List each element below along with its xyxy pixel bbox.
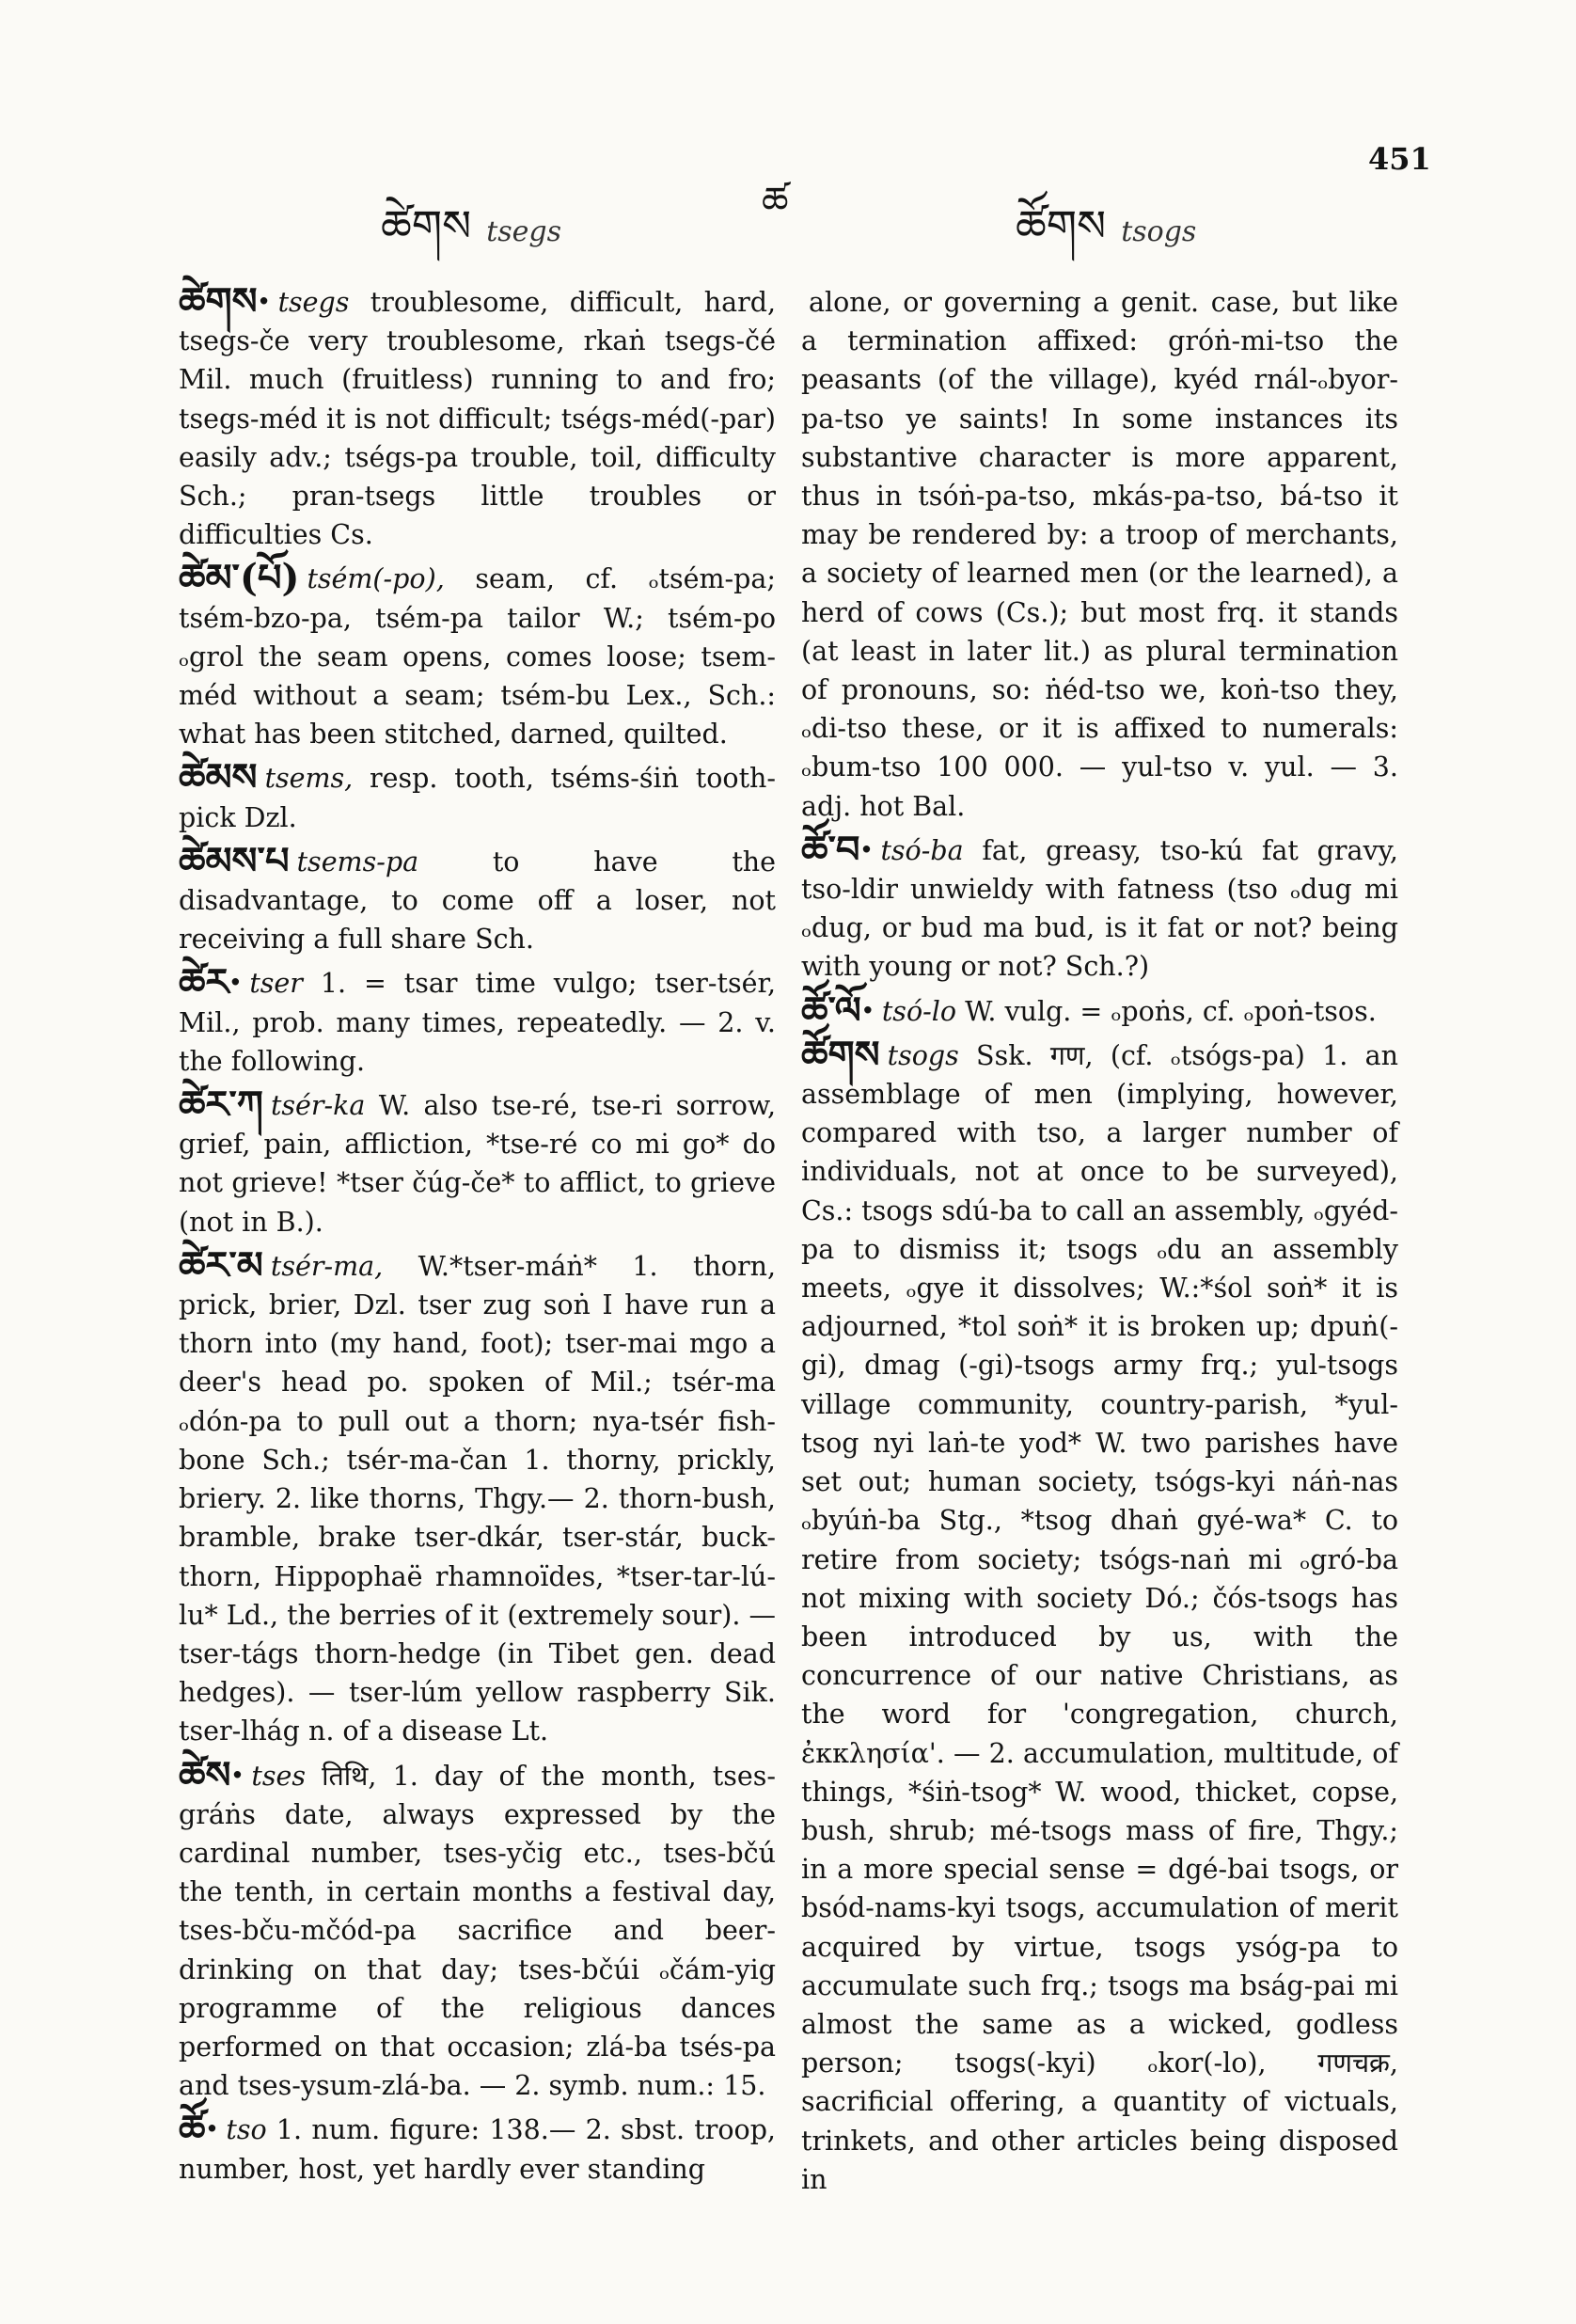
headword-transliteration: tsems, (264, 763, 354, 795)
dictionary-entry (801, 1032, 1398, 2199)
right-column (801, 282, 1398, 2204)
entry-definition: W. also tse-ré, tse-ri sorrow, grief, pain, affliction, *tse-ré co mi go* do not grieve! *tser čúg-če* to afflict, to grieve (not in B.). (179, 1090, 777, 1238)
headword-transliteration: tso (226, 2114, 267, 2146)
headword-transliteration: tsém(-po), (307, 563, 445, 595)
headword-tibetan: ཚེམ་(པོ) (179, 556, 300, 601)
running-head-left-latin: tsegs (486, 215, 561, 248)
headword-transliteration: tsér-ma, (270, 1250, 384, 1282)
running-head-right-tibetan: ཚོགས (1016, 200, 1107, 251)
entry-definition: seam, cf. ₒtsém-pa; tsém-bzo-pa, tsém-pa tailor W.; tsém-po ₒgrol the seam opens, comes loose; tsem-méd without a seam; tsém-bu Lex., Sch.: what has been stitched, darned, quilted. (179, 563, 776, 751)
dictionary-entry (801, 827, 1398, 987)
dictionary-entry (179, 2107, 776, 2188)
page-number: 451 (1368, 141, 1431, 177)
headword-transliteration: tsems-pa (296, 846, 419, 877)
entry-definition: 1. = tsar time vulgo; tser-tsér, Mil., prob. many times, repeatedly. — 2. v. the following. (179, 968, 776, 1077)
headword-transliteration: tsó-ba (880, 834, 964, 866)
headword-transliteration: tses (251, 1760, 306, 1792)
dictionary-entry (179, 279, 777, 554)
dictionary-entry (801, 282, 1398, 826)
entry-definition: to have the disadvantage, to come off a loser, not receiving a full share Sch. (179, 846, 777, 956)
dictionary-entry (179, 960, 776, 1081)
headword-tibetan: ཚེར་མ (179, 1242, 263, 1288)
dictionary-entry (179, 1085, 776, 1241)
headword-tibetan: ཚེར་ཀ (179, 1083, 263, 1128)
entry-definition: 1. num. figure: 138.— 2. sbst. troop, number, host, yet hardly ever standing (179, 2114, 776, 2185)
entry-definition: resp. tooth, tséms-śiṅ tooth-pick Dzl. (179, 763, 777, 833)
headword-tibetan: ཚེམས་པ (179, 838, 290, 883)
entry-definition: W. vulg. = ₒpoṅs, cf. ₒpoṅ-tsos. (965, 995, 1377, 1027)
dictionary-entry (801, 988, 1398, 1033)
headword-transliteration: tser (249, 968, 303, 1000)
entry-definition: तिथि, 1. day of the month, tses-gráṅs date, always expressed by the cardinal number, tses-yčig etc., tses-bčú the tenth, in certain months a festival day, tses-bču-mčód-pa sacrifice and beer-drinking on that day; tses-bčúi ₒčám-yig programme of the religious dances performed on that occasion; zlá-ba tsés-pa and tses-ysum-zlá-ba. — 2. symb. num.: 15. (179, 1760, 777, 2102)
dictionary-entry (179, 556, 776, 753)
running-head-left-tibetan: ཚེགས (381, 200, 472, 251)
headword-tibetan: ཚེར· (179, 960, 243, 1005)
entry-definition: alone, or governing a genit. case, but like a termination affixed: gróṅ-mi-tso the peasants (of the village), kyéd rnál-ₒbyor-pa-tso ye saints! In some instances its substantive character is more apparent, thus in tsóṅ-pa-tso, mkás-pa-tso, bá-tso it may be rendered by: a troop of merchants, a society of learned men (or the learned), a herd of cows (Cs.); but most frq. it stands (at least in later lit.) as plural termination of pronouns, so: ṅéd-tso we, koṅ-tso they, ₒdi-tso these, or it is affixed to numerals: ₒbum-tso 100 000. — yul-tso v. yul. — 3. adj. hot Bal. (801, 287, 1398, 822)
dictionary-entry (179, 755, 777, 836)
entry-definition: W.*tser-máṅ* 1. thorn, prick, brier, Dzl. tser zug soṅ I have run a thorn into (my hand, foot); tser-mai mgo a deer's head po. spoken of Mil.; tsér-ma ₒdón-pa to pull out a thorn; nya-tsér fish-bone Sch.; tsér-ma-čan 1. thorny, prickly, briery. 2. like thorns, Thgy.— 2. thorn-bush, bramble, brake tser-dkár, tser-stár, buck-thorn, Hippophaë rhamnoïdes, *tser-tar-lú-lu* Ld., the berries of it (extremely sour). — tser-tágs thorn-hedge (in Tibet gen. dead hedges). — tser-lúm yellow raspberry Sik. tser-lhág n. of a disease Lt. (179, 1250, 777, 1747)
entry-definition: Ssk. गण, (cf. ₒtsógs-pa) 1. an assemblage of men (implying, however, compared with tso, a larger number of individuals, not at once to be surveyed), Cs.: tsogs sdú-ba to call an assembly, ₒgyéd-pa to dismiss it; tsogs ₒdu an assembly meets, ₒgye it dissolves; W.:*śol soṅ* it is adjourned, *tol soṅ* it is broken up; dpuṅ(-gi), dmag (-gi)-tsogs army frq.; yul-tsogs village community, country-parish, *yul-tsog nyi laṅ-te yod* W. two parishes have set out; human society, tsógs-kyi náṅ-nas ₒbyúṅ-ba Stg., *tsog dhaṅ gyé-wa* C. to retire from society; tsógs-naṅ mi ₒgró-ba not mixing with society Dó.; čós-tsogs has been introduced by us, with the concurrence of our native Christians, as the word for 'congregation, church, ἐκκλησία'. — 2. accumulation, multitude, of things, *śiṅ-tsog* W. wood, thicket, copse, bush, shrub; mé-tsogs mass of fire, Thgy.; in a more special sense = dgé-bai tsogs, or bsód-nams-kyi tsogs, accumulation of merit acquired by virtue, tsogs ysóg-pa to accumulate such frq.; tsogs ma bság-pai mi almost the same as a wicked, godless person; tsogs(-kyi) ₒkor(-lo), गणचक्र, sacrificial offering, a quantity of victuals, trinkets, and other articles being disposed in (801, 1039, 1398, 2195)
entry-definition: fat, greasy, tso-kú fat gravy, tso-ldir unwieldy with fatness (tso ₒdug mi ₒdug, or bud ma bud, is it fat or not? being with young or not? Sch.?) (801, 834, 1398, 983)
headword-tibetan: ཚོ་ལོ· (801, 988, 875, 1033)
headword-tibetan: ཚེགས· (179, 279, 271, 324)
dictionary-entry (179, 838, 777, 959)
running-head-right-latin: tsogs (1121, 215, 1197, 248)
headword-tibetan: ཚེམས (179, 755, 258, 800)
center-letter: ཚ (762, 180, 789, 223)
headword-transliteration: tsér-ka (270, 1090, 366, 1122)
headword-transliteration: tsegs (277, 287, 350, 318)
headword-tibetan: ཚོ་བ· (801, 827, 874, 872)
headword-transliteration: tsogs (887, 1039, 959, 1071)
left-column (179, 279, 777, 2193)
headword-tibetan: ཚེས· (179, 1752, 244, 1797)
dictionary-entry (179, 1242, 777, 1751)
entry-definition: troublesome, difficult, hard, tsegs-če very troublesome, rkaṅ tsegs-čé Mil. much (fruitless) running to and fro; tsegs-méd it is not difficult; tségs-méd(-par) easily adv.; tségs-pa trouble, toil, difficulty Sch.; pran-tsegs little troubles or difficulties Cs. (179, 287, 777, 551)
headword-tibetan: ཚོགས (801, 1032, 880, 1077)
headword-tibetan: ཚོ· (179, 2107, 219, 2152)
headword-transliteration: tsó-lo (881, 995, 956, 1027)
dictionary-entry (179, 1752, 777, 2106)
